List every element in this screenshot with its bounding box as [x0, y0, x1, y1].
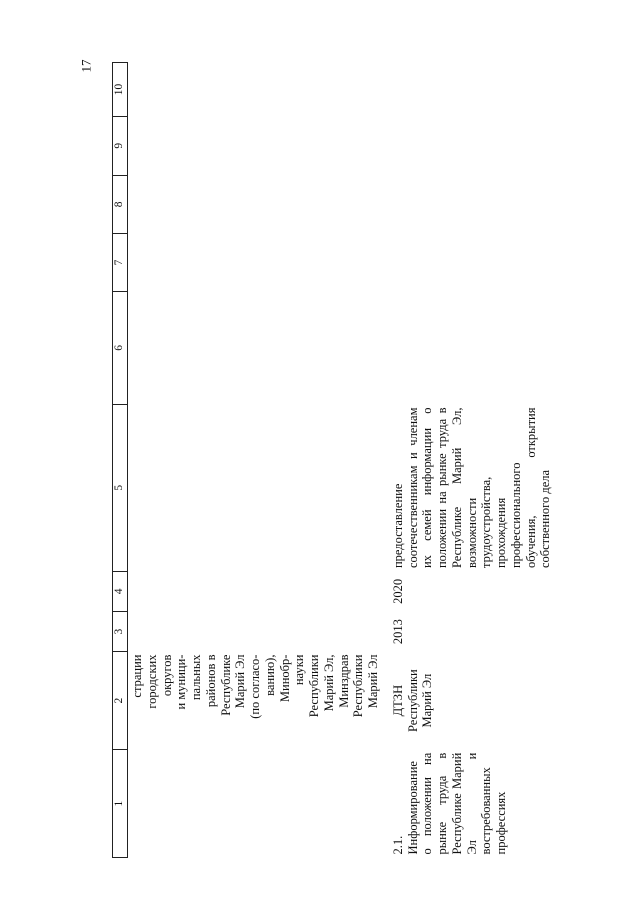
header-col-5: 5	[113, 405, 128, 572]
program-table	[112, 62, 553, 858]
header-col-4: 4	[113, 571, 128, 612]
table-row-2-1	[391, 63, 553, 858]
cell-empty	[128, 750, 391, 858]
cell-responsible: ДТЗН Республики Марий Эл	[390, 669, 435, 732]
cell-end-year: 2020	[390, 578, 405, 604]
table-row-continuation	[128, 63, 391, 858]
cell-responsible-continued: страции городских округов и муници- пальных районов в Республике Марий Эл (по согласо- ванию), Минобр- науки Республики Марий Эл, Минздрав Республики Марий Эл	[130, 654, 380, 719]
header-col-2: 2	[113, 652, 128, 750]
header-col-9: 9	[113, 116, 128, 175]
header-col-6: 6	[113, 291, 128, 404]
cell-start-year: 2013	[390, 619, 405, 645]
header-col-8: 8	[113, 175, 128, 234]
page-number: 17	[78, 59, 94, 73]
column-number-row	[113, 63, 128, 858]
header-col-10: 10	[113, 63, 128, 117]
header-col-7: 7	[113, 234, 128, 292]
header-col-1: 1	[113, 750, 128, 858]
header-col-3: 3	[113, 612, 128, 652]
cell-expected-result: предоставление соотечественникам и членам их семей информации о положении на рынке труда в Республике Марий Эл, возможности трудоустройства, прохождения профессионального обучения, открытия собственного дела	[390, 407, 553, 569]
cell-measure-name: 2.1. Информирование о положении на рынке труда в Республике Марий Эл и востребованных профессиях	[390, 752, 508, 855]
rotated-table-sheet	[112, 58, 553, 858]
